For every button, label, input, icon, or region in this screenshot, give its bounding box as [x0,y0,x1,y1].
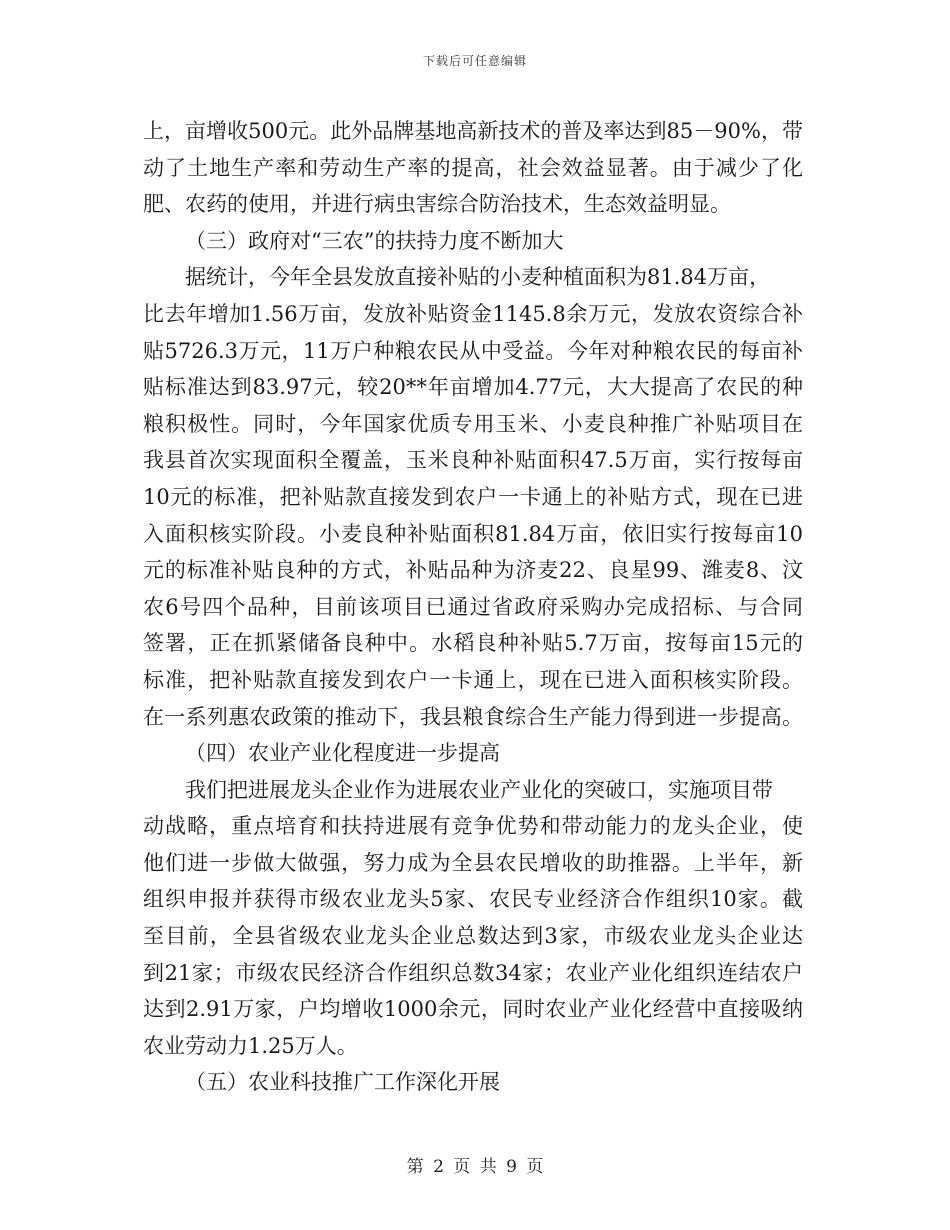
text-line: 他们进一步做大做强，努力成为全县农民增收的助推器。上半年，新 [143,850,803,875]
text-line: 比去年增加1.56万亩，发放补贴资金1145.8余万元，发放农资综合补 [143,301,803,326]
text-line: 至目前，全县省级农业龙头企业总数达到3家，市级农业龙头企业达 [143,924,803,949]
section-heading: （四）农业产业化程度进一步提高 [185,741,500,766]
text-line: 动战略，重点培育和扶持进展有竞争优势和带动能力的龙头企业，使 [143,814,803,839]
text-line: 签署，正在抓紧储备良种中。水稻良种补贴5.7万亩，按每亩15元的 [143,631,803,656]
document-body [143,113,803,1101]
text-line: 达到2.91万家，户均增收1000余元，同时农业产业化经营中直接吸纳 [143,997,803,1022]
text-line: 动了土地生产率和劳动生产率的提高，社会效益显著。由于减少了化 [143,155,803,180]
section-heading: （三）政府对“三农”的扶持力度不断加大 [185,228,564,253]
text-line: 肥、农药的使用，并进行病虫害综合防治技术，生态效益明显。 [143,192,731,217]
text-line: 元的标准补贴良种的方式，补贴品种为济麦22、良星99、潍麦8、汶 [143,558,803,583]
text-line: 我县首次实现面积全覆盖，玉米良种补贴面积47.5万亩，实行按每亩 [143,448,803,473]
text-line: 在一系列惠农政策的推动下，我县粮食综合生产能力得到进一步提高。 [143,704,803,729]
text-line: 上，亩增收500元。此外品牌基地高新技术的普及率达到85－90%，带 [143,119,803,143]
page-footer: 第 2 页 共 9 页 [406,1157,544,1177]
text-line: 据统计，今年全县发放直接补贴的小麦种植面积为81.84万亩， [185,265,771,290]
text-line: 农业劳动力1.25万人。 [143,1033,358,1058]
text-line: 贴标准达到83.97元，较20**年亩增加4.77元，大大提高了农民的种 [143,375,803,400]
text-line: 粮积极性。同时，今年国家优质专用玉米、小麦良种推广补贴项目在 [143,411,803,436]
section-heading: （五）农业科技推广工作深化开展 [185,1070,500,1095]
text-line: 农6号四个品种，目前该项目已通过省政府采购办完成招标、与合同 [143,594,803,619]
text-line: 我们把进展龙头企业作为进展农业产业化的突破口，实施项目带 [185,777,773,802]
page-header: 下载后可任意编辑 [422,54,527,68]
text-line: 入面积核实阶段。小麦良种补贴面积81.84万亩，依旧实行按每亩10 [143,521,803,546]
text-line: 到21家；市级农民经济合作组织总数34家；农业产业化组织连结农户 [143,960,803,985]
text-line: 标准，把补贴款直接发到农户一卡通上，现在已进入面积核实阶段。 [143,667,803,692]
text-line: 10元的标准，把补贴款直接发到农户一卡通上的补贴方式，现在已进 [143,484,803,509]
text-line: 贴5726.3万元，11万户种粮农民从中受益。今年对种粮农民的每亩补 [143,338,803,363]
text-line: 组织申报并获得市级农业龙头5家、农民专业经济合作组织10家。截 [143,887,803,912]
